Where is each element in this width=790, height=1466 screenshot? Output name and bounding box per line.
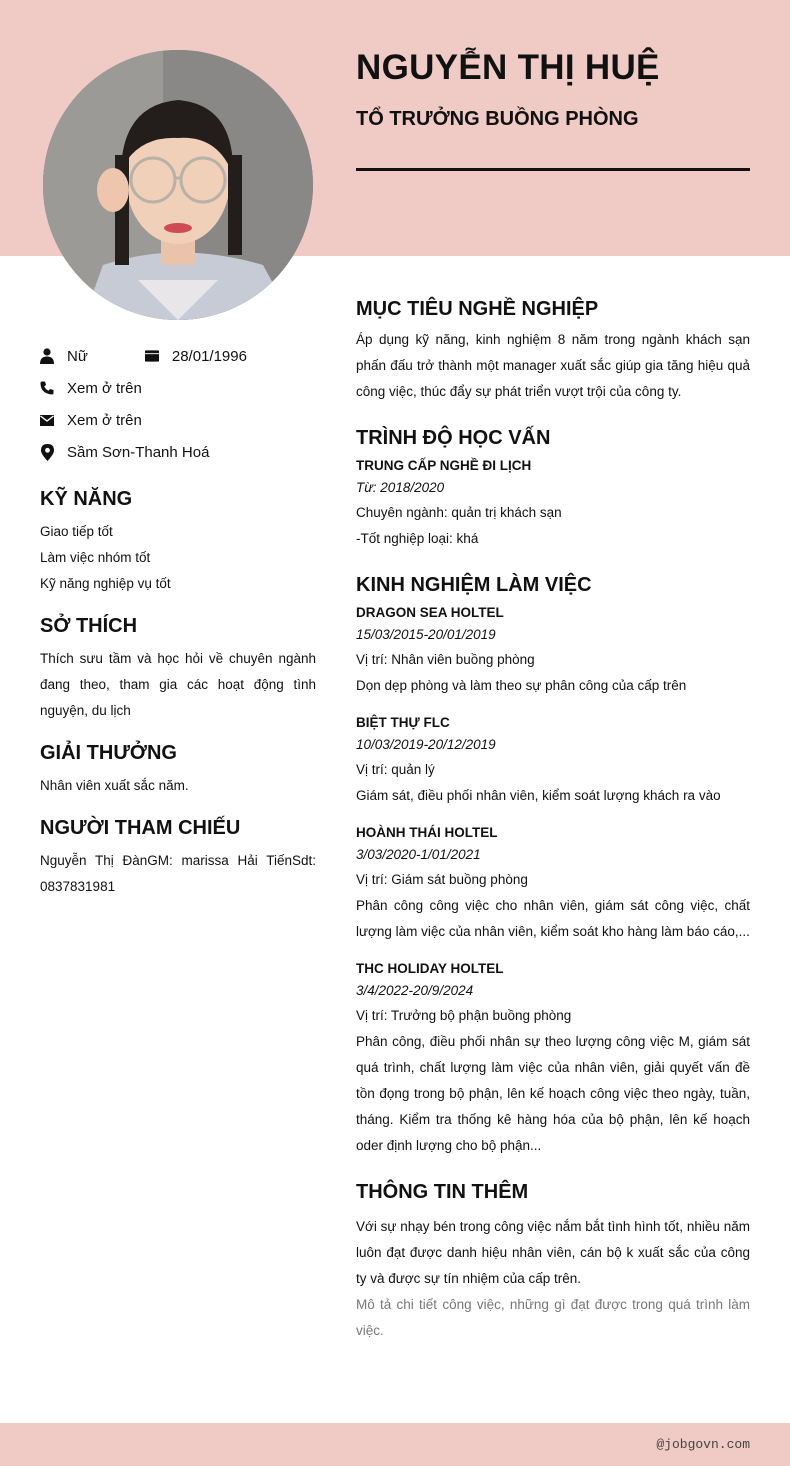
experience-company: DRAGON SEA HOLTEL [356, 605, 504, 620]
objective-heading: MỤC TIÊU NGHỀ NGHIỆP [356, 298, 599, 320]
references-text: Nguyễn Thị ĐànGM: marissa Hải TiếnSdt: 0837831981 [40, 853, 316, 894]
experience-position: Vị trí: Giám sát buồng phòng [356, 872, 528, 887]
objective-text: Áp dụng kỹ năng, kinh nghiệm 8 năm trong ngành khách sạn phấn đấu trở thành một manager xuất sắc giúp gia tăng hiệu quả công việc, thúc đẩy sự phát triển vượt trội của công ty. [356, 332, 750, 399]
awards-heading: GIẢI THƯỞNG [40, 742, 177, 764]
education-section [356, 427, 750, 552]
info-row-gender-birthday [40, 340, 316, 372]
skills-heading: KỸ NĂNG [40, 488, 133, 510]
experience-period: 3/03/2020-1/01/2021 [356, 847, 481, 862]
experience-position: Vị trí: Nhân viên buồng phòng [356, 652, 535, 667]
info-row-email [40, 404, 316, 436]
experience-description: Phân công công việc cho nhân viên, giám sát công việc, chất lượng làm việc của nhân viên, kiểm soát kho hàng làm báo cáo,... [356, 898, 750, 939]
education-period: Từ: 2018/2020 [356, 480, 445, 495]
experience-period: 3/4/2022-20/9/2024 [356, 983, 474, 998]
awards-text: Nhân viên xuất sắc năm. [40, 778, 189, 793]
skill-item: Làm việc nhóm tốt [40, 550, 151, 565]
profile-photo-illustration [43, 50, 313, 320]
experience-company: BIỆT THỰ FLC [356, 715, 450, 730]
candidate-name: NGUYỄN THỊ HUỆ [356, 48, 660, 87]
experience-section [356, 574, 750, 1159]
skill-item: Giao tiếp tốt [40, 524, 113, 539]
references-heading: NGƯỜI THAM CHIẾU [40, 817, 241, 839]
gender-value: Nữ [67, 347, 88, 365]
additional-heading: THÔNG TIN THÊM [356, 1181, 529, 1203]
education-school: TRUNG CẤP NGHỀ ĐI LỊCH [356, 458, 532, 473]
experience-item [356, 823, 750, 945]
experience-period: 10/03/2019-20/12/2019 [356, 737, 496, 752]
hobbies-heading: SỞ THÍCH [40, 615, 138, 637]
education-heading: TRÌNH ĐỘ HỌC VẤN [356, 427, 551, 449]
phone-icon [40, 380, 54, 396]
experience-position: Vị trí: quản lý [356, 762, 435, 777]
phone-value: Xem ở trên [67, 379, 142, 397]
envelope-icon [40, 412, 54, 428]
address-value: Sầm Sơn-Thanh Hoá [67, 443, 210, 461]
header-divider [356, 168, 750, 171]
info-row-address [40, 436, 316, 468]
email-value: Xem ở trên [67, 411, 142, 429]
right-column [356, 298, 750, 1366]
experience-period: 15/03/2015-20/01/2019 [356, 627, 496, 642]
experience-company: THC HOLIDAY HOLTEL [356, 961, 504, 976]
location-pin-icon [40, 444, 54, 460]
footer-watermark: @jobgovn.com [656, 1437, 750, 1452]
experience-item [356, 959, 750, 1159]
experience-position: Vị trí: Trưởng bộ phận buồng phòng [356, 1008, 572, 1023]
experience-description: Dọn dẹp phòng và làm theo sự phân công của cấp trên [356, 678, 687, 693]
additional-text: Với sự nhạy bén trong công việc nắm bắt tình hình tốt, nhiều năm luôn đạt được danh hiệu nhân viên, cán bộ k xuất sắc của công ty và được sự tín nhiệm của cấp trên. [356, 1219, 750, 1286]
education-line: -Tốt nghiệp loại: khá [356, 531, 479, 546]
skill-item: Kỹ năng nghiệp vụ tốt [40, 576, 171, 591]
objective-section [356, 298, 750, 405]
birthday-value: 28/01/1996 [171, 347, 247, 365]
additional-section [356, 1181, 750, 1344]
candidate-job-title: TỔ TRƯỞNG BUỒNG PHÒNG [356, 108, 639, 130]
left-column [40, 340, 316, 900]
experience-description: Phân công, điều phối nhân sự theo lượng công việc M, giám sát quá trình, chất lượng làm việc của nhân viên, giải quyết vấn đề tồn đọng trong bộ phận, lên kế hoạch công việc theo ngày, tuần, tháng. Kiểm tra thống kê hàng hóa của bộ phận, lên kế hoạch oder định lượng cho bộ phận... [356, 1034, 750, 1153]
person-icon [40, 348, 54, 364]
calendar-icon [145, 348, 159, 364]
experience-item [356, 603, 750, 699]
profile-photo [43, 50, 313, 320]
experience-company: HOÀNH THÁI HOLTEL [356, 825, 498, 840]
additional-placeholder: Mô tả chi tiết công việc, những gì đạt được trong quá trình làm việc. [356, 1297, 750, 1338]
experience-description: Giám sát, điều phối nhân viên, kiểm soát lượng khách ra vào [356, 788, 721, 803]
experience-heading: KINH NGHIỆM LÀM VIỆC [356, 574, 592, 596]
info-row-phone [40, 372, 316, 404]
education-line: Chuyên ngành: quản trị khách sạn [356, 505, 562, 520]
experience-item [356, 713, 750, 809]
hobbies-text: Thích sưu tầm và học hỏi về chuyên ngành đang theo, tham gia các hoạt động tình nguyện, du lịch [40, 651, 316, 718]
